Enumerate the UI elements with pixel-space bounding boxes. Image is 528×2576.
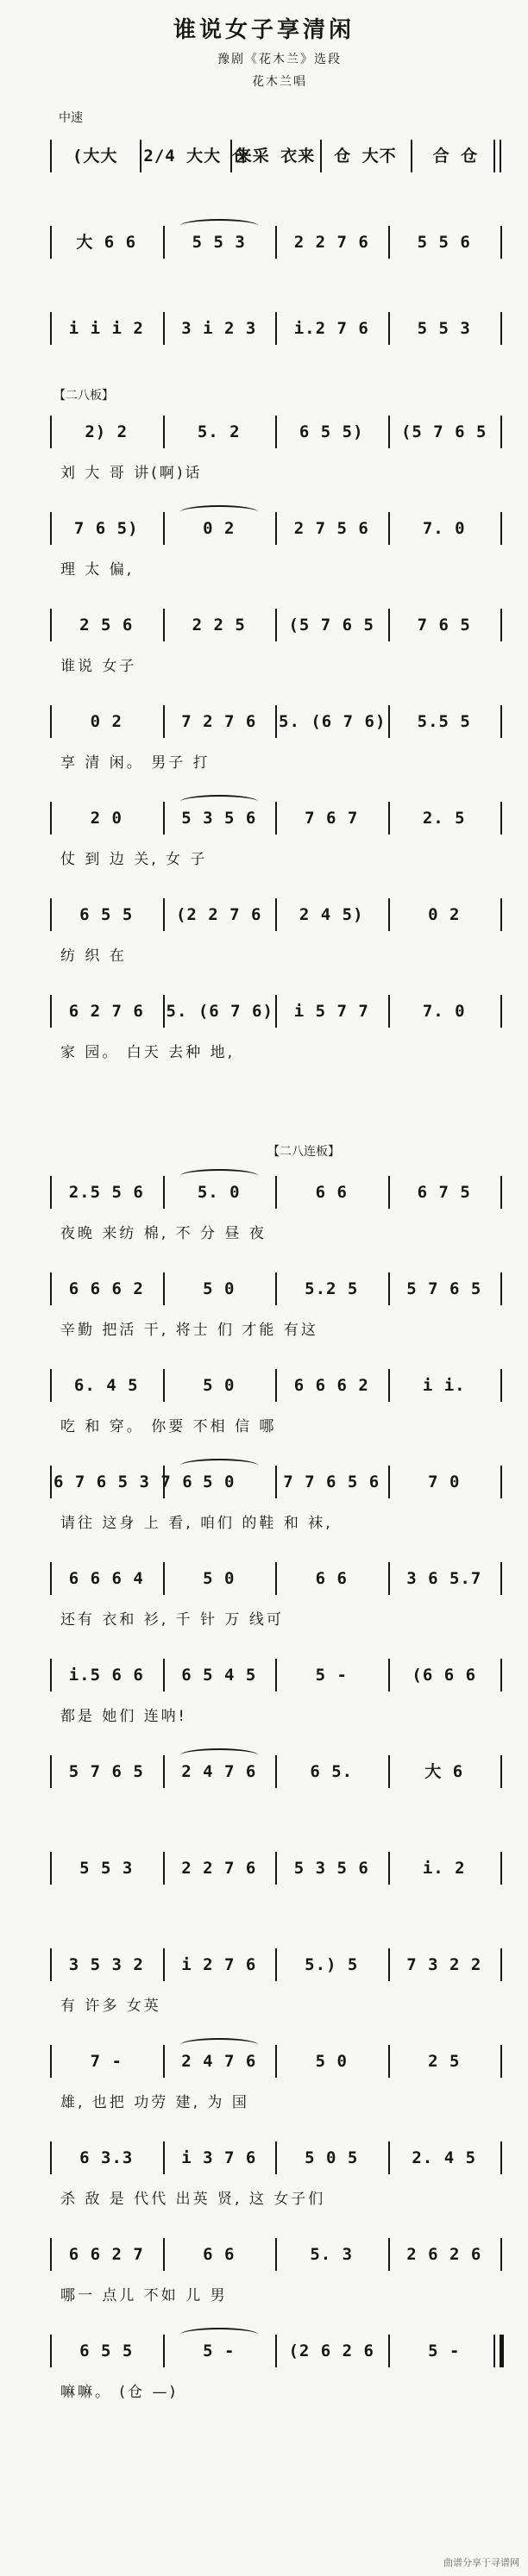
barline [163,1369,165,1402]
barline [500,609,502,641]
barline [50,1272,52,1305]
barline [50,140,52,172]
measure-line [50,1745,500,1791]
measure: (大大 [72,147,118,166]
barline [275,2045,277,2078]
barline [163,1659,165,1691]
measure: i 3 7 6 [181,2148,257,2167]
lyric-line: 哪一 点儿 不如 儿 男 [60,2287,228,2304]
barline [50,1948,52,1981]
measure-line [50,695,500,741]
barline [50,898,52,931]
slur-mark [180,1169,259,1183]
score-row [0,2035,528,2129]
score-row [0,129,528,224]
slur-mark [180,2328,259,2342]
measure: 6 6 [203,2245,236,2264]
measure: 2 5 [428,2052,461,2071]
measure-line [50,2228,500,2274]
barline [163,995,165,1028]
score-row [0,2131,528,2226]
measure: 6 6 6 4 [68,1569,144,1588]
singer-credit: 花木兰唱 [252,75,307,89]
measure: 5. (6 7 6) [279,712,387,731]
lyric-line: 辛勤 把活 干, 将士 们 才能 有这 [60,1322,318,1339]
score-row [0,598,528,693]
measure-line [50,2035,500,2081]
slur-mark [180,2038,259,2052]
score-row [0,405,528,500]
measure: 3 i 2 3 [181,319,257,338]
barline [50,1852,52,1885]
measure: 5. (6 7 6) [166,1002,273,1021]
barline [388,2238,390,2271]
measure-line [50,791,500,838]
measure: i i i 2 [68,319,144,338]
barline [388,1755,390,1788]
barline [163,2335,165,2367]
barline [163,1562,165,1595]
barline [163,1176,165,1209]
barline [275,2238,277,2271]
measure: 5.) 5 [305,1955,359,1974]
measure: (6 6 6 [412,1666,477,1685]
barline [388,226,390,259]
measure-line [50,598,500,645]
barline [388,609,390,641]
score-row [0,1166,528,1260]
measure-line [50,1359,500,1405]
barline [50,2238,52,2271]
measure: 5 5 3 [79,1859,134,1878]
barline [163,2045,165,2078]
final-barline [493,2335,495,2367]
measure: 7 3 2 2 [406,1955,482,1974]
barline [50,1562,52,1595]
score-row [0,302,528,397]
score-row [0,1455,528,1550]
measure: 0 2 [428,905,461,924]
score-row [0,695,528,790]
measure: 7 6 5) [73,519,139,538]
measure: 2.5 5 6 [68,1183,144,1202]
measure-line [50,502,500,548]
barline [163,1466,165,1498]
slur-mark [180,1748,259,1762]
barline [275,609,277,641]
lyric-line: 请往 这身 上 看, 咱们 的鞋 和 袜, [60,1515,333,1532]
banshi-marking-erba: 【二八板】 [53,389,114,403]
measure-line [50,1648,500,1695]
slur-mark [180,795,259,809]
barline [163,2238,165,2271]
measure: 2 6 2 6 [406,2245,482,2264]
barline [275,1755,277,1788]
measure: (5 7 6 5 [400,422,487,441]
barline [500,802,502,835]
opera-source: 豫剧《花木兰》选段 [217,53,342,66]
slur-mark [180,505,259,519]
barline [50,416,52,448]
barline [500,512,502,545]
score-row [0,2324,528,2419]
measure-line [50,1841,500,1888]
barline [500,1466,502,1498]
score-row [0,2228,528,2323]
barline [275,1852,277,1885]
measure: i 2 7 6 [181,1955,257,1974]
measure: 2 4 7 6 [181,1762,257,1781]
measure: 5 - [428,2342,461,2360]
lyric-line: 家 园。 白天 去种 地, [60,1044,236,1061]
barline [163,802,165,835]
barline [500,1562,502,1595]
measure: 2 0 [90,809,123,828]
measure-line [50,888,500,935]
barline [163,312,165,345]
measure-line [50,1166,500,1212]
barline [275,1948,277,1981]
measure: 5 5 3 [192,233,246,252]
lyric-line: 吃 和 穿。 你要 不相 信 哪 [60,1418,277,1435]
measure: 2 7 5 6 [293,519,369,538]
barline [50,512,52,545]
barline [320,140,322,172]
barline [140,140,141,172]
barline [50,802,52,835]
measure: 6 5 5) [299,422,364,441]
barline [275,226,277,259]
measure: 2 2 7 6 [293,233,369,252]
barline [275,2335,277,2367]
barline [50,2141,52,2174]
measure-line [50,2324,500,2371]
measure: 5. 2 [197,422,241,441]
barline [388,2141,390,2174]
measure: i 5 7 7 [293,1002,369,1021]
score-row [0,1841,528,1936]
barline [500,1176,502,1209]
measure: 2) 2 [85,422,129,441]
barline [50,2335,52,2367]
measure: 2. 5 [422,809,466,828]
measure: 5. 3 [310,2245,354,2264]
slur-mark [180,1459,259,1472]
barline [388,2045,390,2078]
measure: 2 4 5) [299,905,364,924]
measure: 6 3.3 [79,2148,134,2167]
barline [50,1755,52,1788]
measure: 5 0 [315,2052,348,2071]
measure: 2. 4 5 [412,2148,477,2167]
slur-mark [180,219,259,233]
measure: 0 2 [90,712,123,731]
barline [500,312,502,345]
score-row [0,985,528,1079]
song-title: 谁说女子享清闲 [173,17,355,43]
barline [388,512,390,545]
measure-line [50,129,500,176]
lyric-line: 雄, 也把 功劳 建, 为 国 [60,2094,249,2111]
barline [388,1369,390,1402]
barline [500,2141,502,2174]
barline [163,2141,165,2174]
barline [275,1562,277,1595]
lyric-line: 仗 到 边 关, 女 子 [60,851,208,868]
barline [388,802,390,835]
measure-line [50,216,500,262]
score-row [0,502,528,597]
barline [275,802,277,835]
barline [50,1369,52,1402]
measure: 来采 衣来 [235,147,316,166]
barline [163,226,165,259]
measure: 7 2 7 6 [181,712,257,731]
lyric-line: 嘛嘛。 (仓 —) [60,2384,179,2401]
score-row [0,1359,528,1454]
measure: 3 6 5.7 [406,1569,482,1588]
barline [163,1852,165,1885]
banshi-marking-erba-lianban: 【二八连板】 [267,1145,340,1159]
barline [411,140,412,172]
measure: 7 - [90,2052,123,2071]
barline [500,1369,502,1402]
barline [163,898,165,931]
barline [163,416,165,448]
measure: 5 0 [203,1472,236,1491]
measure: i i. [422,1376,466,1395]
measure: 6 6 2 7 [68,2245,144,2264]
measure: i.2 7 6 [293,319,369,338]
measure: 5 3 5 6 [293,1859,369,1878]
measure: 合 仓 [432,147,479,166]
measure: 2 4 7 6 [181,2052,257,2071]
measure: 6 6 [315,1569,348,1588]
measure: 5.5 5 [417,712,471,731]
score-row [0,1262,528,1357]
measure: 5.2 5 [305,1279,359,1298]
measure: 6 2 7 6 [68,1002,144,1021]
barline [275,2141,277,2174]
measure: 5 3 5 6 [181,809,257,828]
measure: 仓 大不 [334,147,397,166]
barline [275,1659,277,1691]
measure: 7. 0 [422,1002,466,1021]
measure: 6 6 6 2 [68,1279,144,1298]
barline [500,1272,502,1305]
barline [388,995,390,1028]
measure: 7 6 7 [305,809,359,828]
barline [50,705,52,738]
barline [388,705,390,738]
barline [500,1852,502,1885]
measure: 6 5 5 [79,2342,134,2360]
measure: (2 2 7 6 [175,905,262,924]
site-watermark: 曲谱分享于寻谱网 [443,2557,519,2568]
barline [388,1562,390,1595]
score-row [0,216,528,310]
measure: 5 0 [203,1376,236,1395]
tempo-marking: 中速 [59,111,83,125]
lyric-line: 还有 衣和 衫, 千 针 万 线可 [60,1611,284,1629]
barline [388,1852,390,1885]
barline [275,512,277,545]
measure: 6. 4 5 [73,1376,139,1395]
barline [500,416,502,448]
score-row [0,1552,528,1647]
measure-line [50,1262,500,1309]
barline [163,512,165,545]
lyric-line: 杀 敌 是 代代 出英 贤, 这 女子们 [60,2191,326,2208]
barline [275,312,277,345]
barline [50,1659,52,1691]
barline [275,416,277,448]
score-row [0,888,528,983]
measure: 6 5 5 [79,905,134,924]
measure: 2 2 5 [192,616,246,635]
measure-line [50,1455,500,1502]
measure: 2 2 7 6 [181,1859,257,1878]
barline [50,2045,52,2078]
measure: 3 5 3 2 [68,1955,144,1974]
barline [388,312,390,345]
measure: 7 7 6 5 6 [283,1472,380,1491]
barline [500,2238,502,2271]
measure: 7 6 5 [417,616,471,635]
score-row [0,1745,528,1840]
barline [275,705,277,738]
measure: 6 7 5 [417,1183,471,1202]
score-row [0,791,528,886]
barline [50,226,52,259]
measure: 5 5 3 [417,319,471,338]
barline [50,995,52,1028]
measure: i. 2 [422,1859,466,1878]
barline [50,312,52,345]
barline [163,1948,165,1981]
measure: 5 - [315,1666,348,1685]
lyric-line: 纺 织 在 [60,947,127,965]
measure: 5 0 5 [305,2148,359,2167]
barline [388,416,390,448]
barline [275,1369,277,1402]
lyric-line: 理 太 偏, [60,561,135,578]
measure: 5 0 [203,1279,236,1298]
measure: 6 5. [310,1762,354,1781]
measure: 大 6 [424,1762,464,1781]
score-row [0,1938,528,2033]
barline [500,1659,502,1691]
barline [500,1948,502,1981]
lyric-line: 享 清 闲。 男子 打 [60,754,211,772]
barline [388,1659,390,1691]
measure: 5 0 [203,1569,236,1588]
barline [388,1466,390,1498]
barline [275,1466,277,1498]
measure-line [50,2131,500,2178]
barline [493,140,495,172]
lyric-line: 刘 大 哥 讲(啊)话 [60,465,203,482]
score-row [0,1648,528,1743]
measure: 5 - [203,2342,236,2360]
barline [163,1272,165,1305]
measure: 0 2 [203,519,236,538]
measure: 5. 0 [197,1183,241,1202]
measure-line [50,1938,500,1985]
measure: 大 6 6 [76,233,137,252]
barline [500,226,502,259]
barline [388,898,390,931]
barline [50,609,52,641]
measure: 2/4 大大 仓 [143,147,249,166]
measure: 6 7 6 5 3 7 6 [53,1472,193,1491]
measure: 5 7 6 5 [68,1762,144,1781]
lyric-line: 谁说 女子 [60,658,137,675]
barline [275,995,277,1028]
barline [230,140,232,172]
measure: 7 0 [428,1472,461,1491]
measure: i.5 6 6 [68,1666,144,1685]
lyric-line: 夜晚 来纺 棉, 不 分 昼 夜 [60,1225,267,1242]
barline [163,609,165,641]
barline [388,1176,390,1209]
measure: (2 6 2 6 [288,2342,374,2360]
measure-line [50,302,500,348]
lyric-line: 有 许多 女英 [60,1998,161,2015]
barline [500,995,502,1028]
barline [500,898,502,931]
barline [50,1176,52,1209]
barline [500,1755,502,1788]
barline [275,898,277,931]
measure: 2 5 6 [79,616,134,635]
barline [388,1948,390,1981]
measure-line [50,405,500,452]
barline [500,2045,502,2078]
measure: 6 5 4 5 [181,1666,257,1685]
barline [163,1755,165,1788]
barline [275,1272,277,1305]
measure-line [50,1552,500,1598]
barline [388,2335,390,2367]
measure: 5 7 6 5 [406,1279,482,1298]
barline [388,1272,390,1305]
measure-line [50,985,500,1031]
measure: 7. 0 [422,519,466,538]
measure: (5 7 6 5 [288,616,374,635]
measure: 6 6 6 2 [293,1376,369,1395]
lyric-line: 都是 她们 连呐! [60,1708,187,1725]
barline [163,705,165,738]
barline [500,705,502,738]
barline [50,1466,52,1498]
measure: 6 6 [315,1183,348,1202]
barline [275,1176,277,1209]
measure: 5 5 6 [417,233,471,252]
